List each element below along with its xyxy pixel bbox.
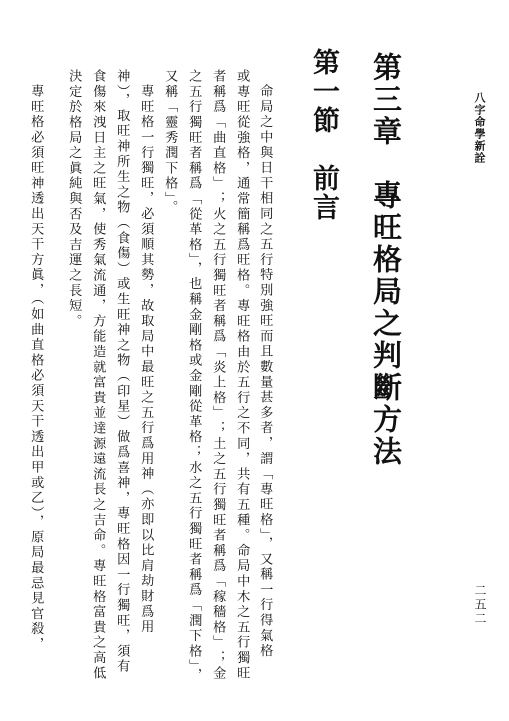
running-head: 八字命學新詮 bbox=[473, 92, 486, 164]
body-line-3: 者稱爲「曲直格」；火之五行獨旺者稱爲「炎上格」；土之五行獨旺者稱爲「稼穡格」；金 bbox=[210, 69, 226, 681]
body-line-8: 食傷來洩日主之旺氣，使秀氣流通，方能造就富貴並達源遠流長之吉命。專旺格富貴之高低 bbox=[90, 69, 106, 681]
page-number: 二五二 bbox=[473, 584, 487, 626]
section-title: 第一節 前言 bbox=[308, 48, 339, 222]
chapter-title: 第三章 專旺格局之判斷方法 bbox=[369, 52, 403, 468]
body-line-5: 又稱「靈秀潤下格」。 bbox=[162, 69, 178, 216]
body-line-6: 專旺格一行獨旺，必須順其勢，故取局中最旺之五行爲用神（亦即以比肩劫財爲用 bbox=[138, 84, 154, 635]
body-line-1: 命局之中與日干相同之五行特別強旺而且數量甚多者，謂「專旺格」，又稱一行得氣格 bbox=[257, 84, 273, 659]
body-line-9: 決定於格局之眞純與否及吉運之長短。 bbox=[66, 69, 82, 330]
body-line-2: 或專旺從強格，通常簡稱爲旺格。專旺格由於五行之不同，共有五種。命局中木之五行獨旺 bbox=[234, 69, 250, 681]
body-line-4: 之五行獨旺者稱爲「從革格」，也稱金剛格或金剛從革格；水之五行獨旺者稱爲「潤下格」， bbox=[186, 69, 202, 684]
body-line-7: 神），取旺神所生之物（食傷）或生旺神之物（印星）做爲喜神，專旺格因一行獨旺，須有 bbox=[114, 69, 130, 675]
body-line-10: 專旺格必須旺神透出天干方眞，（如曲直格必須天干透出甲或乙），原局最忌見官殺， bbox=[28, 84, 44, 653]
